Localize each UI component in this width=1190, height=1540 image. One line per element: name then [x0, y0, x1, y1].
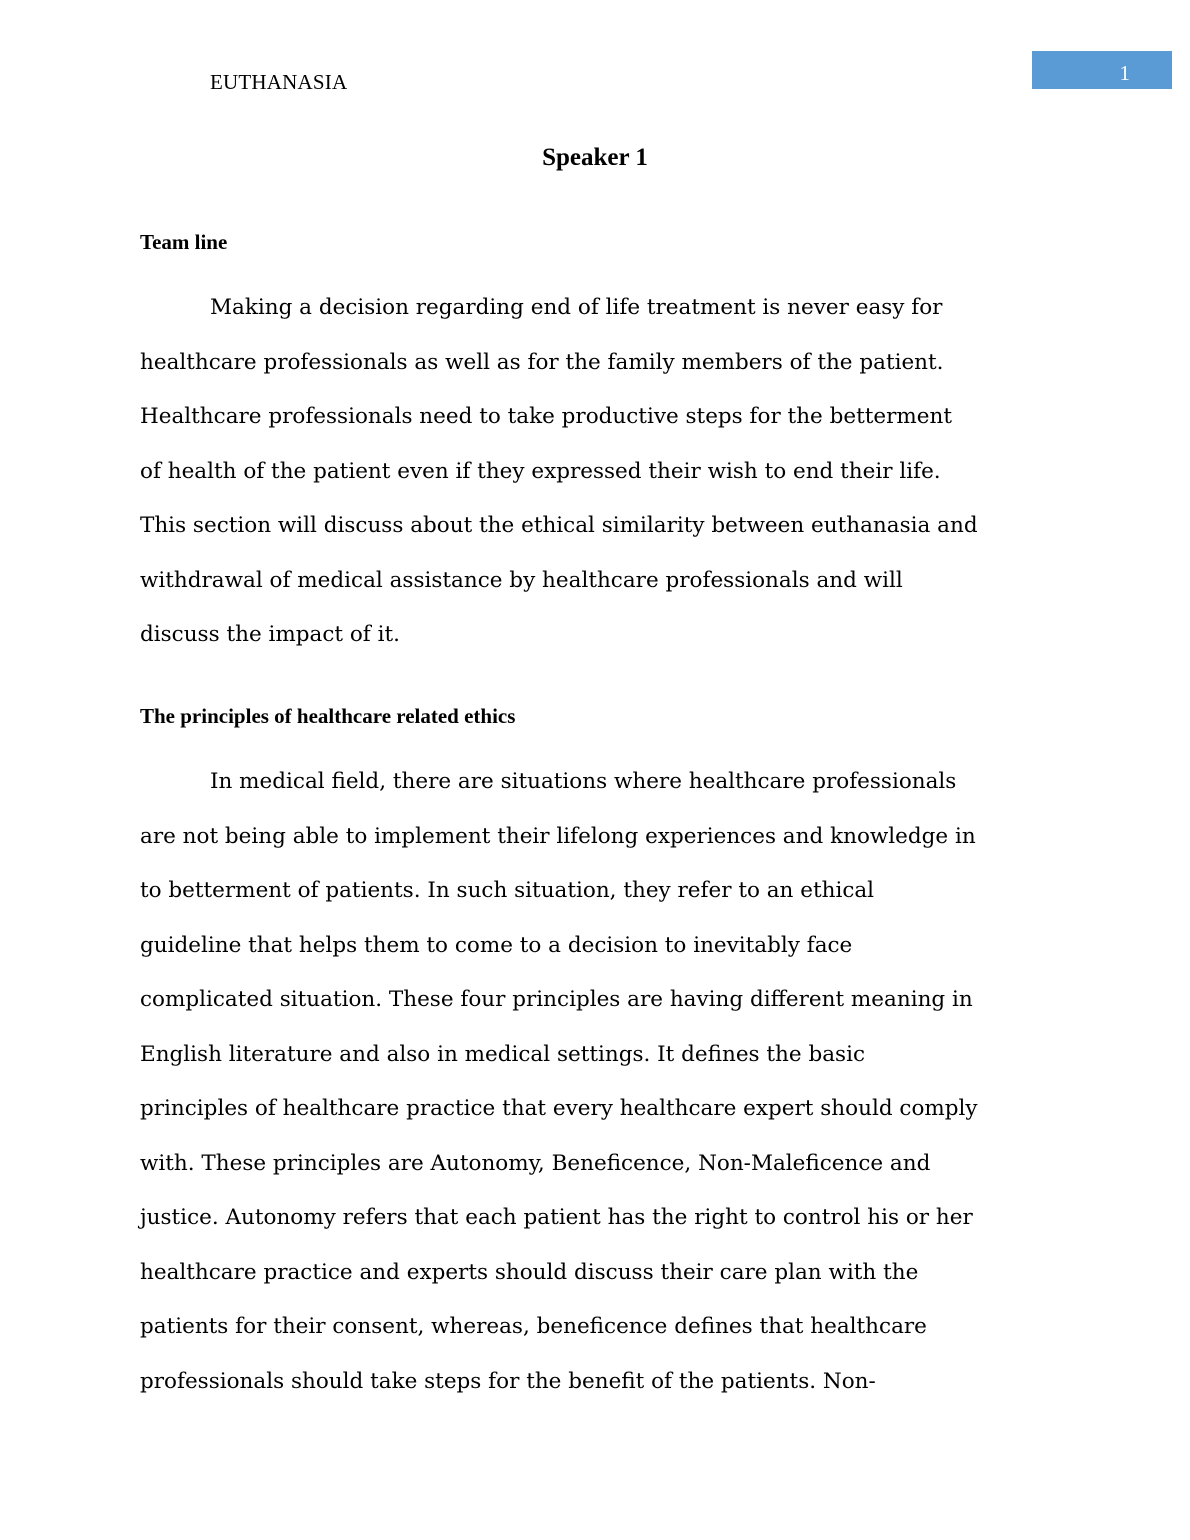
paragraph-line: complicated situation. These four principles are having different meaning in	[140, 987, 973, 1012]
paragraph-line: patients for their consent, whereas, beneficence defines that healthcare	[140, 1314, 927, 1339]
section-heading-principles: The principles of healthcare related ethics	[140, 704, 516, 728]
paragraph-team-line	[140, 281, 1060, 663]
paragraph-line: of health of the patient even if they expressed their wish to end their life.	[140, 458, 941, 484]
paragraph-line: healthcare professionals as well as for the family members of the patient.	[140, 349, 944, 375]
paragraph-line: healthcare practice and experts should discuss their care plan with the	[140, 1259, 919, 1285]
paragraph-line: English literature and also in medical settings. It defines the basic	[140, 1041, 865, 1067]
paragraph-line: principles of healthcare practice that every healthcare expert should comply	[140, 1096, 978, 1121]
section-heading-team-line: Team line	[140, 230, 228, 254]
paragraph-line: discuss the impact of it.	[140, 622, 400, 647]
page-number-box	[1032, 51, 1172, 89]
paragraph-line: with. These principles are Autonomy, Beneficence, Non-Maleficence and	[140, 1150, 931, 1176]
paragraph-line: In medical field, there are situations where healthcare professionals	[210, 769, 957, 794]
running-head: EUTHANASIA	[210, 70, 348, 94]
paragraph-line: withdrawal of medical assistance by healthcare professionals and will	[140, 567, 903, 593]
paragraph-line: to betterment of patients. In such situation, they refer to an ethical	[140, 878, 875, 903]
paragraph-line: are not being able to implement their lifelong experiences and knowledge in	[140, 823, 976, 849]
paragraph-principles	[140, 755, 1060, 1409]
page-title: Speaker 1	[542, 144, 648, 171]
paragraph-line: justice. Autonomy refers that each patient has the right to control his or her	[140, 1205, 973, 1230]
page-number: 1	[1119, 61, 1130, 85]
paragraph-line: This section will discuss about the ethical similarity between euthanasia and	[140, 513, 978, 538]
paragraph-line: Making a decision regarding end of life treatment is never easy for	[210, 295, 943, 320]
paragraph-line: guideline that helps them to come to a decision to inevitably face	[140, 932, 853, 958]
paragraph-line: Healthcare professionals need to take productive steps for the betterment	[140, 404, 952, 429]
paragraph-line: professionals should take steps for the benefit of the patients. Non-	[140, 1368, 876, 1394]
